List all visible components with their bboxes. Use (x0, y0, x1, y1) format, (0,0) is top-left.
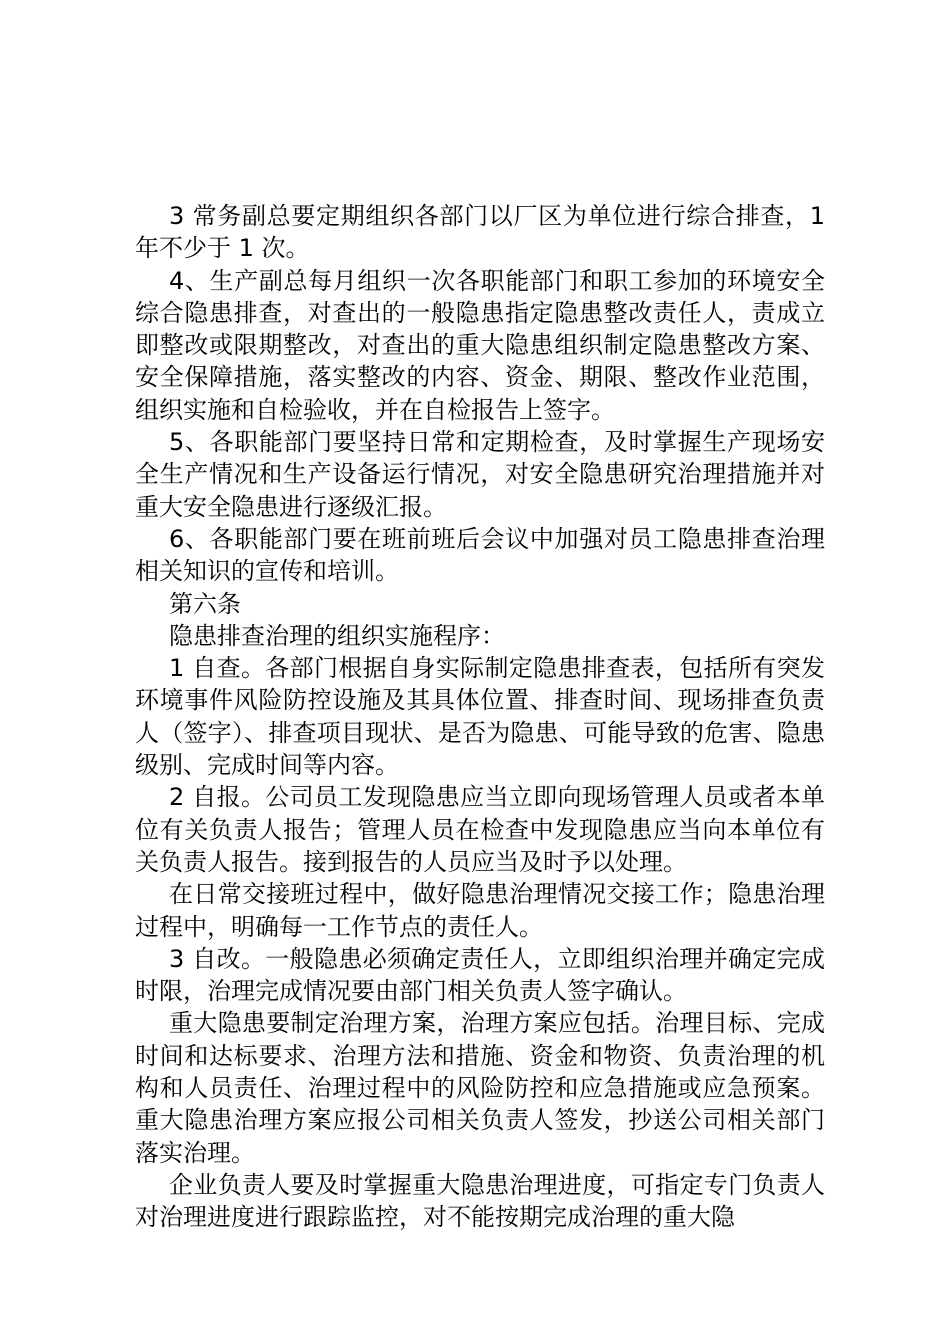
paragraph-1: 3 常务副总要定期组织各部门以厂区为单位进行综合排查，1 年不少于 1 次。 (135, 202, 825, 263)
document-body (135, 200, 825, 1234)
paragraph-shift-handover: 在日常交接班过程中，做好隐患治理情况交接工作；隐患治理过程中，明确每一工作节点的责任人。 (135, 880, 825, 941)
paragraph-2: 4、生产副总每月组织一次各职能部门和职工参加的环境安全综合隐患排查，对查出的一般隐患指定隐患整改责任人，责成立即整改或限期整改，对查出的重大隐患组织制定隐患整改方案、安全保障措施，落实整改的内容、资金、期限、整改作业范围，组织实施和自检验收，并在自检报告上签字。 (135, 266, 825, 424)
article-heading: 第六条 (169, 589, 241, 618)
paragraph-4: 6、各职能部门要在班前班后会议中加强对员工隐患排查治理相关知识的宣传和培训。 (135, 524, 825, 586)
section-intro: 隐患排查治理的组织实施程序： (169, 621, 505, 650)
paragraph-3: 5、各职能部门要坚持日常和定期检查，及时掌握生产现场安全生产情况和生产设备运行情况，对安全隐患研究治理措施并对重大安全隐患进行逐级汇报。 (135, 428, 825, 521)
paragraph-self-check: 1 自查。各部门根据自身实际制定隐患排查表，包括所有突发环境事件风险防控设施及其具体位置、排查时间、现场排查负责人（签字）、排查项目现状、是否为隐患、可能导致的危害、隐患级别、完成时间等内容。 (135, 654, 825, 780)
paragraph-major-hazard-plan: 重大隐患要制定治理方案，治理方案应包括。治理目标、完成时间和达标要求、治理方法和措施、资金和物资、负责治理的机构和人员责任、治理过程中的风险防控和应急措施或应急预案。重大隐患治理方案应报公司相关负责人签发，抄送公司相关部门落实治理。 (135, 1009, 825, 1167)
paragraph-self-correct: 3 自改。一般隐患必须确定责任人，立即组织治理并确定完成时限，治理完成情况要由部门相关负责人签字确认。 (135, 944, 825, 1006)
paragraph-progress-monitoring: 企业负责人要及时掌握重大隐患治理进度，可指定专门负责人对治理进度进行跟踪监控，对不能按期完成治理的重大隐 (135, 1170, 825, 1232)
paragraph-self-report: 2 自报。公司员工发现隐患应当立即向现场管理人员或者本单位有关负责人报告；管理人员在检查中发现隐患应当向本单位有关负责人报告。接到报告的人员应当及时予以处理。 (135, 783, 825, 876)
